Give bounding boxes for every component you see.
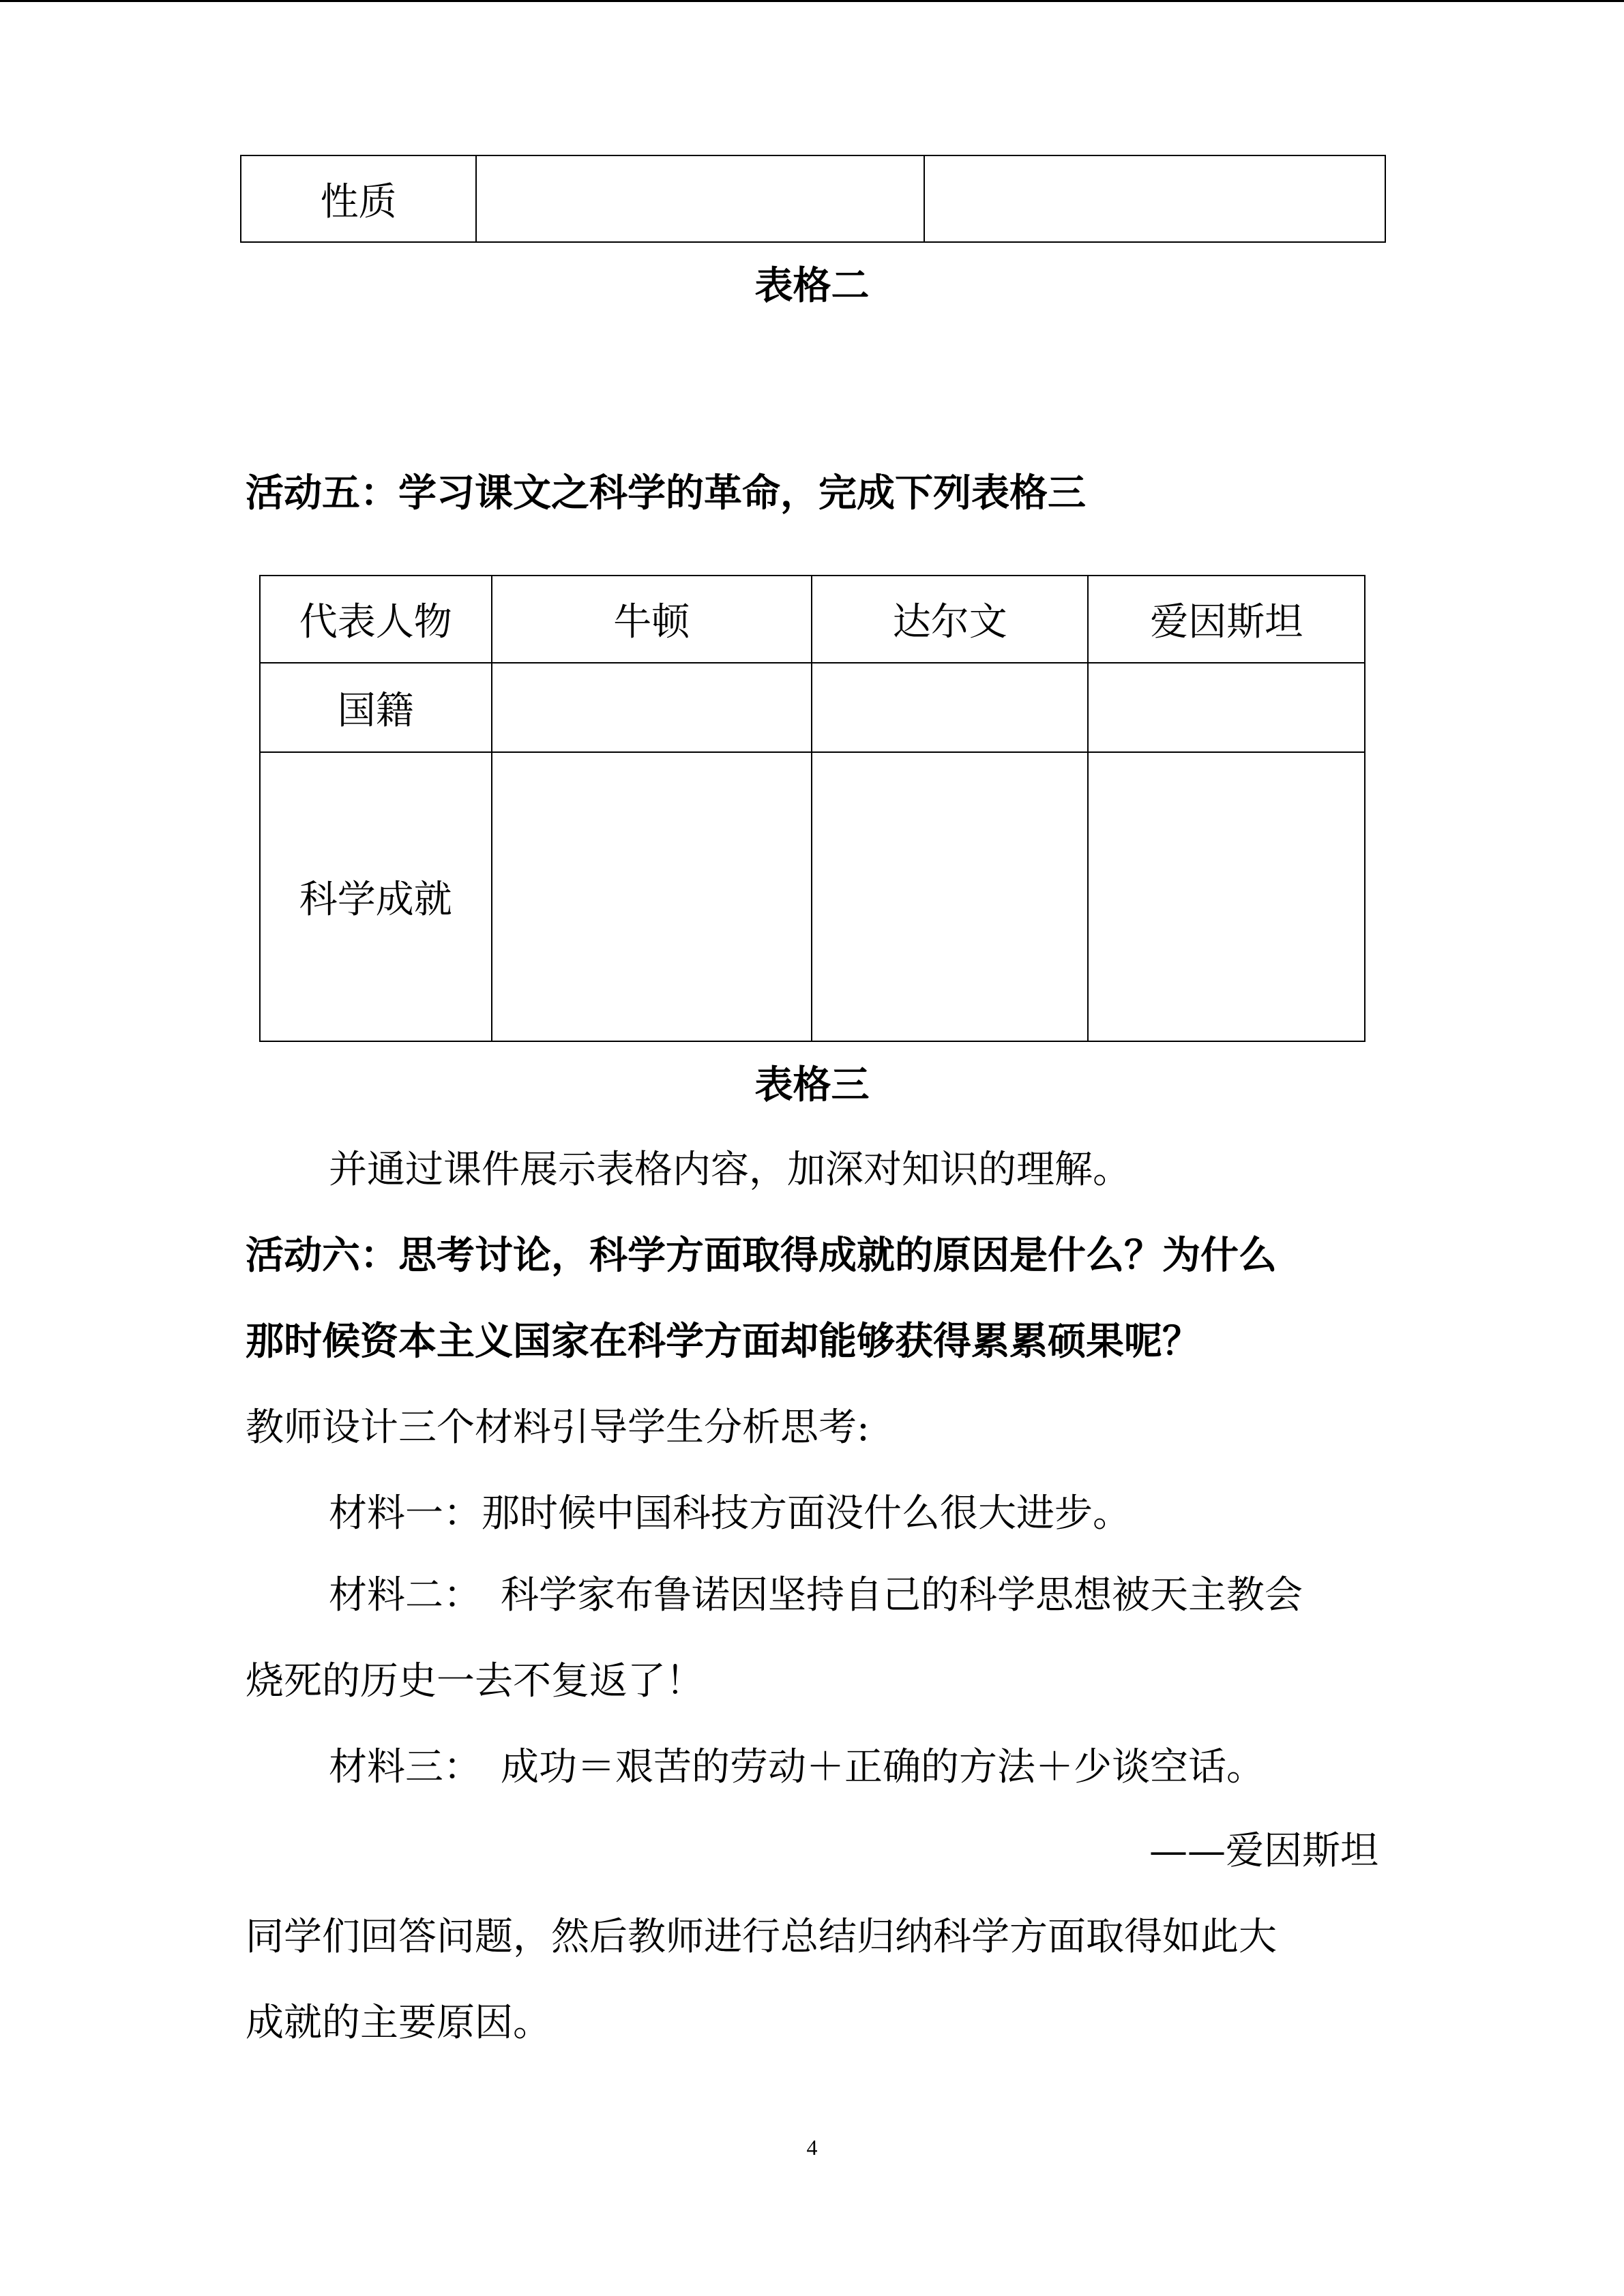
paragraph-courseware: 并通过课件展示表格内容，加深对知识的理解。 [329, 1148, 1131, 1192]
material-two-line1: 材料二： 科学家布鲁诺因坚持自己的科学思想被天主教会 [329, 1573, 1303, 1617]
table-two-cell[interactable] [924, 155, 1385, 242]
table-three-caption: 表格三 [754, 1063, 870, 1107]
conclusion-line2: 成就的主要原因。 [246, 2001, 551, 2045]
table-three-cell[interactable] [492, 752, 812, 1041]
table-two-cell[interactable] [476, 155, 924, 242]
activity-six-heading-line1: 活动六：思考讨论，科学方面取得成就的原因是什么？为什么 [246, 1234, 1277, 1278]
material-one: 材料一：那时候中国科技方面没什么很大进步。 [329, 1491, 1131, 1536]
table-two-caption: 表格二 [754, 264, 870, 308]
top-border-line [0, 0, 1624, 2]
table-three-header-cell: 代表人物 [260, 576, 492, 663]
material-two-line2: 烧死的历史一去不复返了！ [246, 1659, 704, 1703]
table-three [259, 575, 1365, 1042]
page-number: 4 [806, 2135, 818, 2160]
table-three-row-label: 科学成就 [260, 752, 492, 1041]
activity-six-heading-line2: 那时候资本主义国家在科学方面却能够获得累累硕果呢？ [246, 1320, 1200, 1364]
teacher-intro: 教师设计三个材料引导学生分析思考: [246, 1405, 870, 1450]
table-three-cell[interactable] [1088, 752, 1365, 1041]
table-three-cell[interactable] [812, 663, 1088, 752]
activity-five-heading: 活动五：学习课文之科学的革命，完成下列表格三 [246, 471, 1086, 516]
table-three-cell[interactable] [492, 663, 812, 752]
table-two-fragment [240, 155, 1386, 243]
table-three-cell[interactable] [812, 752, 1088, 1041]
table-three-header-cell: 爱因斯坦 [1088, 576, 1365, 663]
table-two-row-label: 性质 [241, 155, 476, 242]
table-three-cell[interactable] [1088, 663, 1365, 752]
material-three: 材料三： 成功＝艰苦的劳动＋正确的方法＋少谈空话。 [329, 1745, 1265, 1789]
table-three-header-cell: 达尔文 [812, 576, 1088, 663]
table-three-header-cell: 牛顿 [492, 576, 812, 663]
material-three-attribution: ——爱因斯坦 [1149, 1829, 1378, 1873]
conclusion-line1: 同学们回答问题，然后教师进行总结归纳科学方面取得如此大 [246, 1915, 1277, 1959]
table-three-row-label: 国籍 [260, 663, 492, 752]
